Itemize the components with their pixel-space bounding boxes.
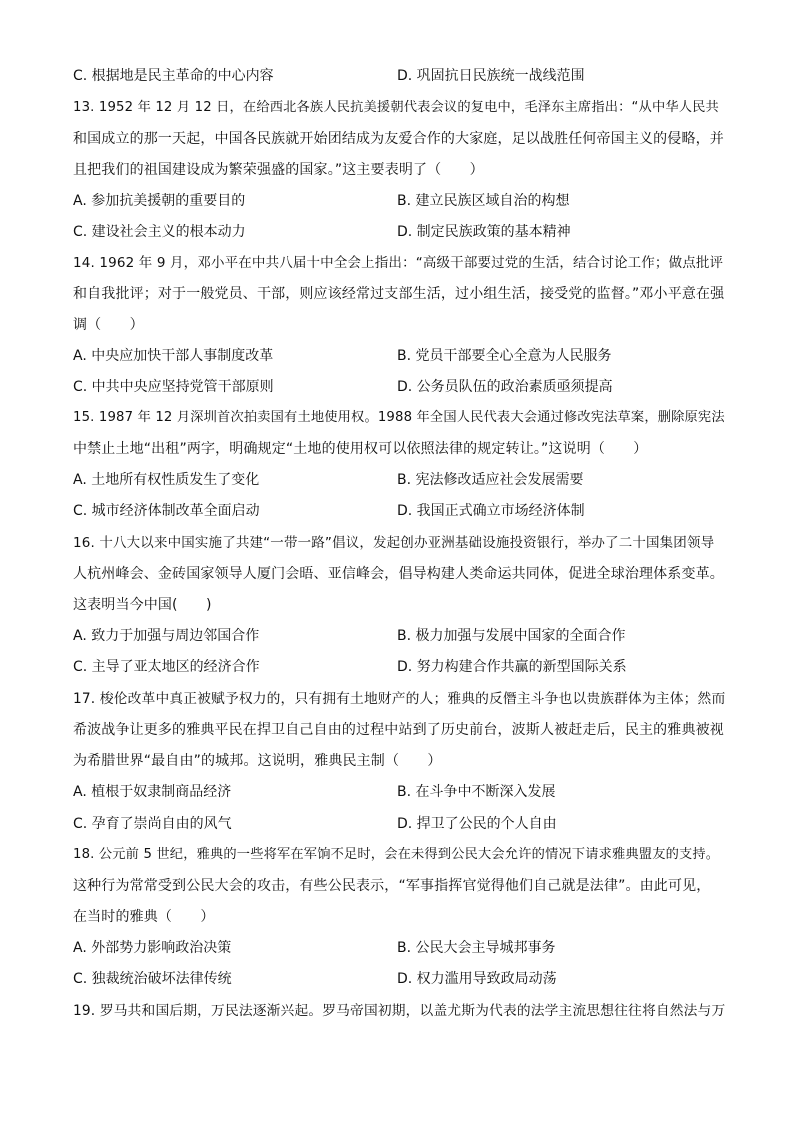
q16-option-c: C. 主导了亚太地区的经济合作 xyxy=(73,659,260,675)
q18-stem-line: 在当时的雅典（ ） xyxy=(73,909,215,925)
q18-stem-line: 这种行为常常受到公民大会的攻击，有些公民表示，“军事指挥官觉得他们自己就是法律”。由此可见， xyxy=(73,878,711,894)
q15-option-b: B. 宪法修改适应社会发展需要 xyxy=(397,472,584,488)
q13-option-a: A. 参加抗美援朝的重要目的 xyxy=(73,193,246,209)
q13-stem-line: 且把我们的祖国建设成为繁荣强盛的国家。”这主要表明了（ ） xyxy=(73,162,484,178)
q17-stem-line: 希波战争让更多的雅典平民在捍卫自己自由的过程中站到了历史前台，波斯人被赶走后，民主的雅典被视 xyxy=(73,722,724,738)
q14-option-c: C. 中共中央应坚持党管干部原则 xyxy=(73,379,274,395)
q15-option-c: C. 城市经济体制改革全面启动 xyxy=(73,503,260,519)
q16-stem-line: 16. 十八大以来中国实施了共建“一带一路”倡议，发起创办亚洲基础设施投资银行，举办了二十国集团领导 xyxy=(73,535,715,551)
q15-stem-line: 中禁止土地“出租”两字，明确规定“土地的使用权可以依照法律的规定转让。”这说明（ ） xyxy=(73,441,648,457)
q13-option-c: C. 建设社会主义的根本动力 xyxy=(73,224,246,240)
q16-option-d: D. 努力构建合作共赢的新型国际关系 xyxy=(397,659,627,675)
q13-stem-line: 13. 1952 年 12 月 12 日，在给西北各族人民抗美援朝代表会议的复电中，毛泽东主席指出：“从中华人民共 xyxy=(73,100,719,115)
q14-option-d: D. 公务员队伍的政治素质亟须提高 xyxy=(397,379,613,395)
q17-option-b: B. 在斗争中不断深入发展 xyxy=(397,784,556,800)
q18-option-b: B. 公民大会主导城邦事务 xyxy=(397,940,556,956)
q14-option-b: B. 党员干部要全心全意为人民服务 xyxy=(397,348,612,364)
q15-stem-line: 15. 1987 年 12 月深圳首次拍卖国有土地使用权。1988 年全国人民代表大会通过修改宪法草案，删除原宪法 xyxy=(73,410,725,425)
q13-option-b: B. 建立民族区域自治的构想 xyxy=(397,193,570,209)
q18-option-a: A. 外部势力影响政治决策 xyxy=(73,940,232,956)
q14-stem-line: 和自我批评；对于一般党员、干部，则应该经常过支部生活，过小组生活，接受党的监督。”邓小平意在强 xyxy=(73,286,725,302)
q16-option-b: B. 极力加强与发展中国家的全面合作 xyxy=(397,628,626,644)
q17-option-a: A. 植根于奴隶制商品经济 xyxy=(73,784,232,800)
q14-stem-line: 调（ ） xyxy=(73,317,144,333)
q17-stem-line: 17. 梭伦改革中真正被赋予权力的，只有拥有土地财产的人；雅典的反僭主斗争也以贵族群体为主体；然而 xyxy=(73,691,725,707)
q16-stem-line: 人杭州峰会、金砖国家领导人厦门会晤、亚信峰会，倡导构建人类命运共同体，促进全球治理体系变革。 xyxy=(73,566,724,582)
q12-option-c: C. 根据地是民主革命的中心内容 xyxy=(73,68,274,84)
q17-option-c: C. 孕育了崇尚自由的风气 xyxy=(73,816,232,832)
q16-option-a: A. 致力于加强与周边邻国合作 xyxy=(73,628,260,644)
q14-option-a: A. 中央应加快干部人事制度改革 xyxy=(73,348,274,364)
q18-option-c: C. 独裁统治破坏法律传统 xyxy=(73,971,232,987)
q13-stem-line: 和国成立的那一天起，中国各民族就开始团结成为友爱合作的大家庭，足以战胜任何帝国主义的侵略，并 xyxy=(73,131,724,147)
q14-stem-line: 14. 1962 年 9 月，邓小平在中共八届十中全会上指出：“高级干部要过党的生活，结合讨论工作；做点批评 xyxy=(73,255,724,271)
q16-stem-line: 这表明当今中国( ) xyxy=(73,597,212,613)
q15-option-d: D. 我国正式确立市场经济体制 xyxy=(397,503,585,519)
q13-option-d: D. 制定民族政策的基本精神 xyxy=(397,224,571,240)
q12-option-d: D. 巩固抗日民族统一战线范围 xyxy=(397,68,585,84)
q19-stem-line: 19. 罗马共和国后期，万民法逐渐兴起。罗马帝国初期，以盖尤斯为代表的法学主流思想往往将自然法与万 xyxy=(73,1003,725,1019)
q15-option-a: A. 土地所有权性质发生了变化 xyxy=(73,472,260,488)
q17-stem-line: 为希腊世界“最自由”的城邦。这说明，雅典民主制（ ） xyxy=(73,753,442,769)
q17-option-d: D. 捍卫了公民的个人自由 xyxy=(397,816,557,832)
q18-option-d: D. 权力滥用导致政局动荡 xyxy=(397,971,557,987)
q18-stem-line: 18. 公元前 5 世纪，雅典的一些将军在军饷不足时，会在未得到公民大会允许的情况下请求雅典盟友的支持。 xyxy=(73,847,720,862)
